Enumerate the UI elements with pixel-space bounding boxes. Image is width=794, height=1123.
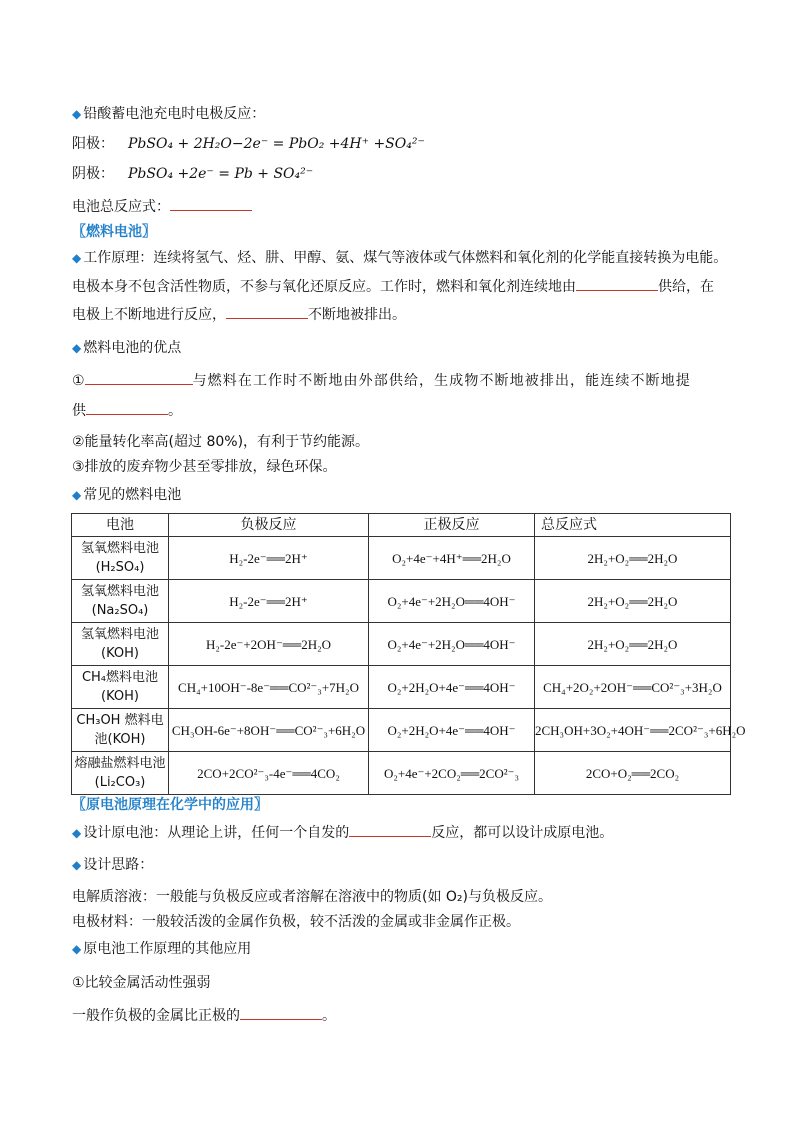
other-application-heading: ◆ 原电池工作原理的其他应用 bbox=[72, 941, 252, 957]
answer-blank[interactable] bbox=[170, 196, 252, 211]
fuel-section-title: 〖燃料电池〗 bbox=[72, 224, 156, 240]
table-row bbox=[72, 752, 731, 795]
table-cell: CH₃OH 燃料电池(KOH) bbox=[72, 709, 169, 752]
diamond-bullet-icon: ◆ bbox=[72, 488, 82, 502]
design-line: ◆ 设计原电池：从理论上讲，任何一个自发的 反应，都可以设计成原电池。 bbox=[72, 822, 613, 843]
table-cell: H₂-2e⁻══2H⁺ bbox=[169, 580, 369, 623]
compare-heading: ①比较金属活动性强弱 bbox=[72, 975, 211, 991]
fuel-principle-1: ◆ 工作原理：连续将氢气、烃、肼、甲醇、氨、煤气等液体或气体燃料和氧化剂的化学能直接转换为电能。 bbox=[72, 250, 728, 266]
table-cell: O₂+4e⁻+2CO₂══2CO²⁻₃ bbox=[369, 752, 535, 795]
table-cell: CH₄燃料电池(KOH) bbox=[72, 666, 169, 709]
fuel-adv-2: ②能量转化率高(超过 80%)，有利于节约能源。 bbox=[72, 434, 370, 450]
answer-blank[interactable] bbox=[576, 276, 658, 291]
table-cell: 氢氧燃料电池(Na₂SO₄) bbox=[72, 580, 169, 623]
compare-line: 一般作负极的金属比正极的 。 bbox=[72, 1005, 336, 1026]
table-cell: H₂-2e⁻══2H⁺ bbox=[169, 537, 369, 580]
fuel-cell-table bbox=[71, 513, 746, 795]
table-cell: CH₄+10OH⁻-8e⁻══CO²⁻₃+7H₂O bbox=[169, 666, 369, 709]
table-header-row bbox=[72, 514, 731, 537]
table-cell: 2CO+O₂══2CO₂ bbox=[535, 752, 731, 795]
table-cell: 氢氧燃料电池(KOH) bbox=[72, 623, 169, 666]
fuel-adv-1: ① 与燃料在工作时不断地由外部供给，生成物不断地被排出，能连续不断地提 bbox=[72, 370, 691, 391]
diamond-bullet-icon: ◆ bbox=[72, 341, 82, 355]
common-fuel-heading: ◆ 常见的燃料电池 bbox=[72, 487, 182, 503]
design-idea-heading: ◆ 设计思路： bbox=[72, 857, 154, 873]
table-cell: 2H₂+O₂══2H₂O bbox=[535, 623, 731, 666]
diamond-bullet-icon: ◆ bbox=[72, 251, 82, 265]
fuel-adv-1-cont: 供 。 bbox=[72, 400, 182, 421]
table-cell: O₂+4e⁻+2H₂O══4OH⁻ bbox=[369, 623, 535, 666]
diamond-bullet-icon: ◆ bbox=[72, 942, 82, 956]
answer-blank[interactable] bbox=[86, 400, 168, 415]
diamond-bullet-icon: ◆ bbox=[72, 858, 82, 872]
application-section-title: 〖原电池原理在化学中的应用〗 bbox=[72, 797, 268, 813]
total-reaction-line: 电池总反应式： bbox=[72, 196, 252, 217]
table-header: 负极反应 bbox=[169, 514, 369, 537]
fuel-adv-heading: ◆ 燃料电池的优点 bbox=[72, 340, 182, 356]
electrolyte-line: 电解质溶液：一般能与负极反应或者溶解在溶液中的物质(如 O₂)与负极反应。 bbox=[72, 889, 553, 905]
table-row bbox=[72, 666, 731, 709]
answer-blank[interactable] bbox=[349, 822, 431, 837]
table-cell: 熔融盐燃料电池(Li₂CO₃) bbox=[72, 752, 169, 795]
table-cell: O₂+4e⁻+4H⁺══2H₂O bbox=[369, 537, 535, 580]
table-row bbox=[72, 537, 731, 580]
answer-blank[interactable] bbox=[226, 304, 308, 319]
diamond-bullet-icon: ◆ bbox=[72, 107, 82, 121]
cathode-equation: PbSO₄ +2e⁻ = Pb + SO₄²⁻ bbox=[128, 166, 314, 182]
table-row bbox=[72, 580, 731, 623]
table-row bbox=[72, 709, 731, 752]
anode-line: 阳极： PbSO₄ + 2H₂O−2e⁻ = PbO₂ +4H⁺ +SO₄²⁻ bbox=[72, 136, 425, 152]
answer-blank[interactable] bbox=[240, 1005, 322, 1020]
diamond-bullet-icon: ◆ bbox=[72, 826, 82, 840]
table-cell: O₂+2H₂O+4e⁻══4OH⁻ bbox=[369, 666, 535, 709]
table-cell: 2H₂+O₂══2H₂O bbox=[535, 580, 731, 623]
table-header: 电池 bbox=[72, 514, 169, 537]
table-cell: CH₄+2O₂+2OH⁻══CO²⁻₃+3H₂O bbox=[535, 666, 731, 709]
fuel-principle-3: 电极上不断地进行反应， 不断地被排出。 bbox=[72, 304, 406, 325]
table-row bbox=[72, 623, 731, 666]
table-cell: 氢氧燃料电池(H₂SO₄) bbox=[72, 537, 169, 580]
table-cell: O₂+2H₂O+4e⁻══4OH⁻ bbox=[369, 709, 535, 752]
fuel-principle-2: 电极本身不包含活性物质，不参与氧化还原反应。工作时，燃料和氧化剂连续地由 供给，在 bbox=[72, 276, 714, 297]
answer-blank[interactable] bbox=[85, 370, 193, 385]
table-cell: H₂-2e⁻+2OH⁻══2H₂O bbox=[169, 623, 369, 666]
table-cell: 2H₂+O₂══2H₂O bbox=[535, 537, 731, 580]
table-cell: 2CH₃OH+3O₂+4OH⁻══2CO²⁻₃+6H₂O bbox=[535, 709, 731, 752]
table-header: 总反应式 bbox=[535, 514, 731, 537]
table-header: 正极反应 bbox=[369, 514, 535, 537]
electrode-line: 电极材料：一般较活泼的金属作负极，较不活泼的金属或非金属作正极。 bbox=[72, 914, 520, 930]
lead-acid-heading: ◆ 铅酸蓄电池充电时电极反应： bbox=[72, 106, 266, 122]
table-cell: 2CO+2CO²⁻₃-4e⁻══4CO₂ bbox=[169, 752, 369, 795]
anode-equation: PbSO₄ + 2H₂O−2e⁻ = PbO₂ +4H⁺ +SO₄²⁻ bbox=[128, 136, 425, 152]
table-cell: O₂+4e⁻+2H₂O══4OH⁻ bbox=[369, 580, 535, 623]
table-cell: CH₃OH-6e⁻+8OH⁻══CO²⁻₃+6H₂O bbox=[169, 709, 369, 752]
cathode-line: 阴极： PbSO₄ +2e⁻ = Pb + SO₄²⁻ bbox=[72, 166, 314, 182]
fuel-adv-3: ③排放的废弃物少甚至零排放，绿色环保。 bbox=[72, 459, 337, 475]
